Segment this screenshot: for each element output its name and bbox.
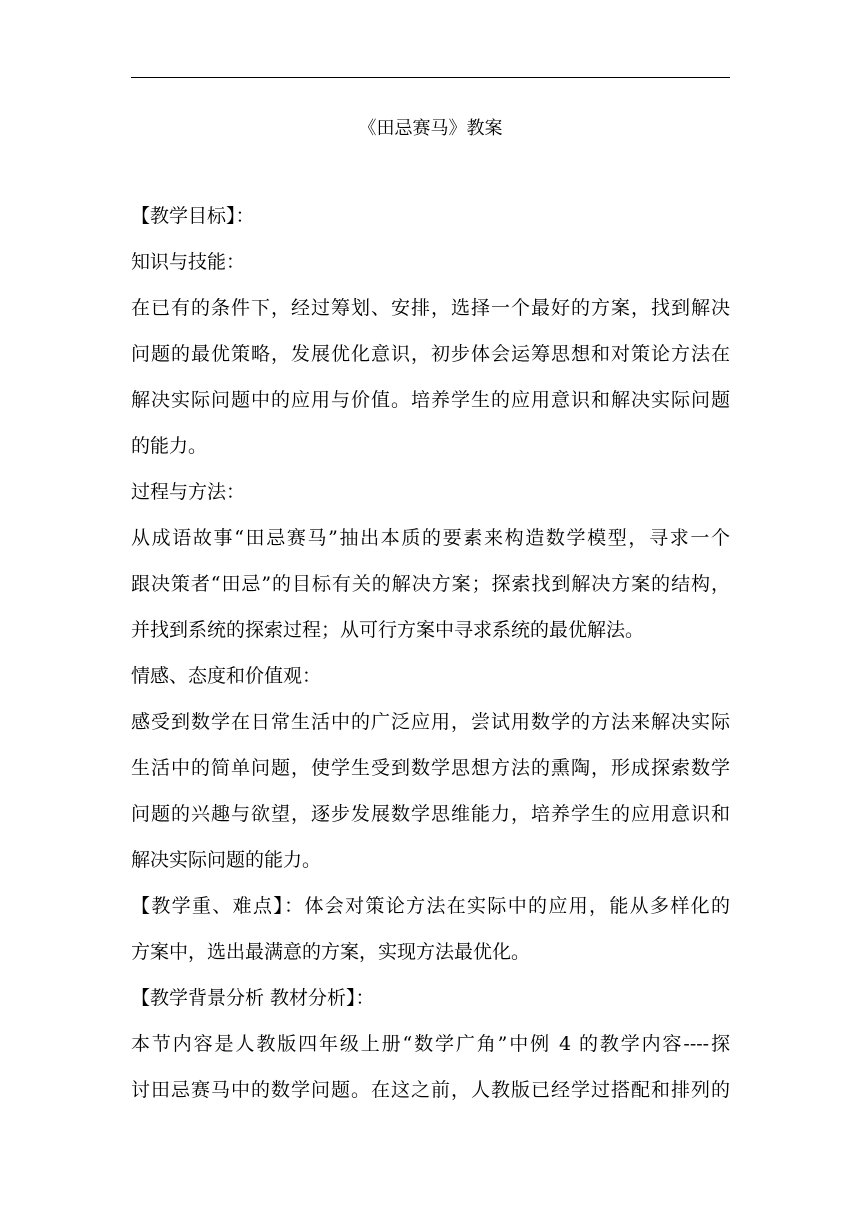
text-line: 过程与方法： — [131, 481, 246, 503]
text-line: 的能力。 — [131, 435, 208, 457]
text-line: 本节内容是人教版四年级上册“数学广角”中例 4 的教学内容----探 — [131, 1033, 730, 1055]
text-line: 在已有的条件下，经过筹划、安排，选择一个最好的方案，找到解决 — [131, 297, 730, 319]
text-line: 讨田忌赛马中的数学问题。在这之前，人教版已经学过搭配和排列的 — [131, 1079, 730, 1101]
document-title: 《田忌赛马》教案 — [358, 118, 503, 139]
text-line: 生活中的简单问题，使学生受到数学思想方法的熏陶，形成探索数学 — [131, 757, 730, 779]
text-line: 情感、态度和价值观： — [131, 665, 322, 687]
text-line: 感受到数学在日常生活中的广泛应用，尝试用数学的方法来解决实际 — [131, 711, 730, 733]
text-line: 知识与技能： — [131, 251, 246, 273]
text-line: 跟决策者“田忌”的目标有关的解决方案；探索找到解决方案的结构， — [131, 573, 730, 595]
text-line: 从成语故事“田忌赛马”抽出本质的要素来构造数学模型，寻求一个 — [131, 527, 730, 549]
text-line: 【教学目标】： — [131, 205, 255, 227]
text-line: 【教学重、难点】：体会对策论方法在实际中的应用，能从多样化的 — [131, 895, 730, 917]
text-line: 问题的兴趣与欲望，逐步发展数学思维能力，培养学生的应用意识和 — [131, 803, 730, 825]
document-body — [131, 201, 730, 1121]
header-rule — [131, 77, 730, 78]
text-line: 解决实际问题的能力。 — [131, 849, 322, 871]
text-line: 解决实际问题中的应用与价值。培养学生的应用意识和解决实际问题 — [131, 389, 730, 411]
text-line: 问题的最优策略，发展优化意识，初步体会运筹思想和对策论方法在 — [131, 343, 730, 365]
text-line: 方案中，选出最满意的方案，实现方法最优化。 — [131, 941, 531, 963]
text-line: 并找到系统的探索过程；从可行方案中寻求系统的最优解法。 — [131, 619, 645, 641]
text-line: 【教学背景分析 教材分析】： — [131, 987, 375, 1009]
